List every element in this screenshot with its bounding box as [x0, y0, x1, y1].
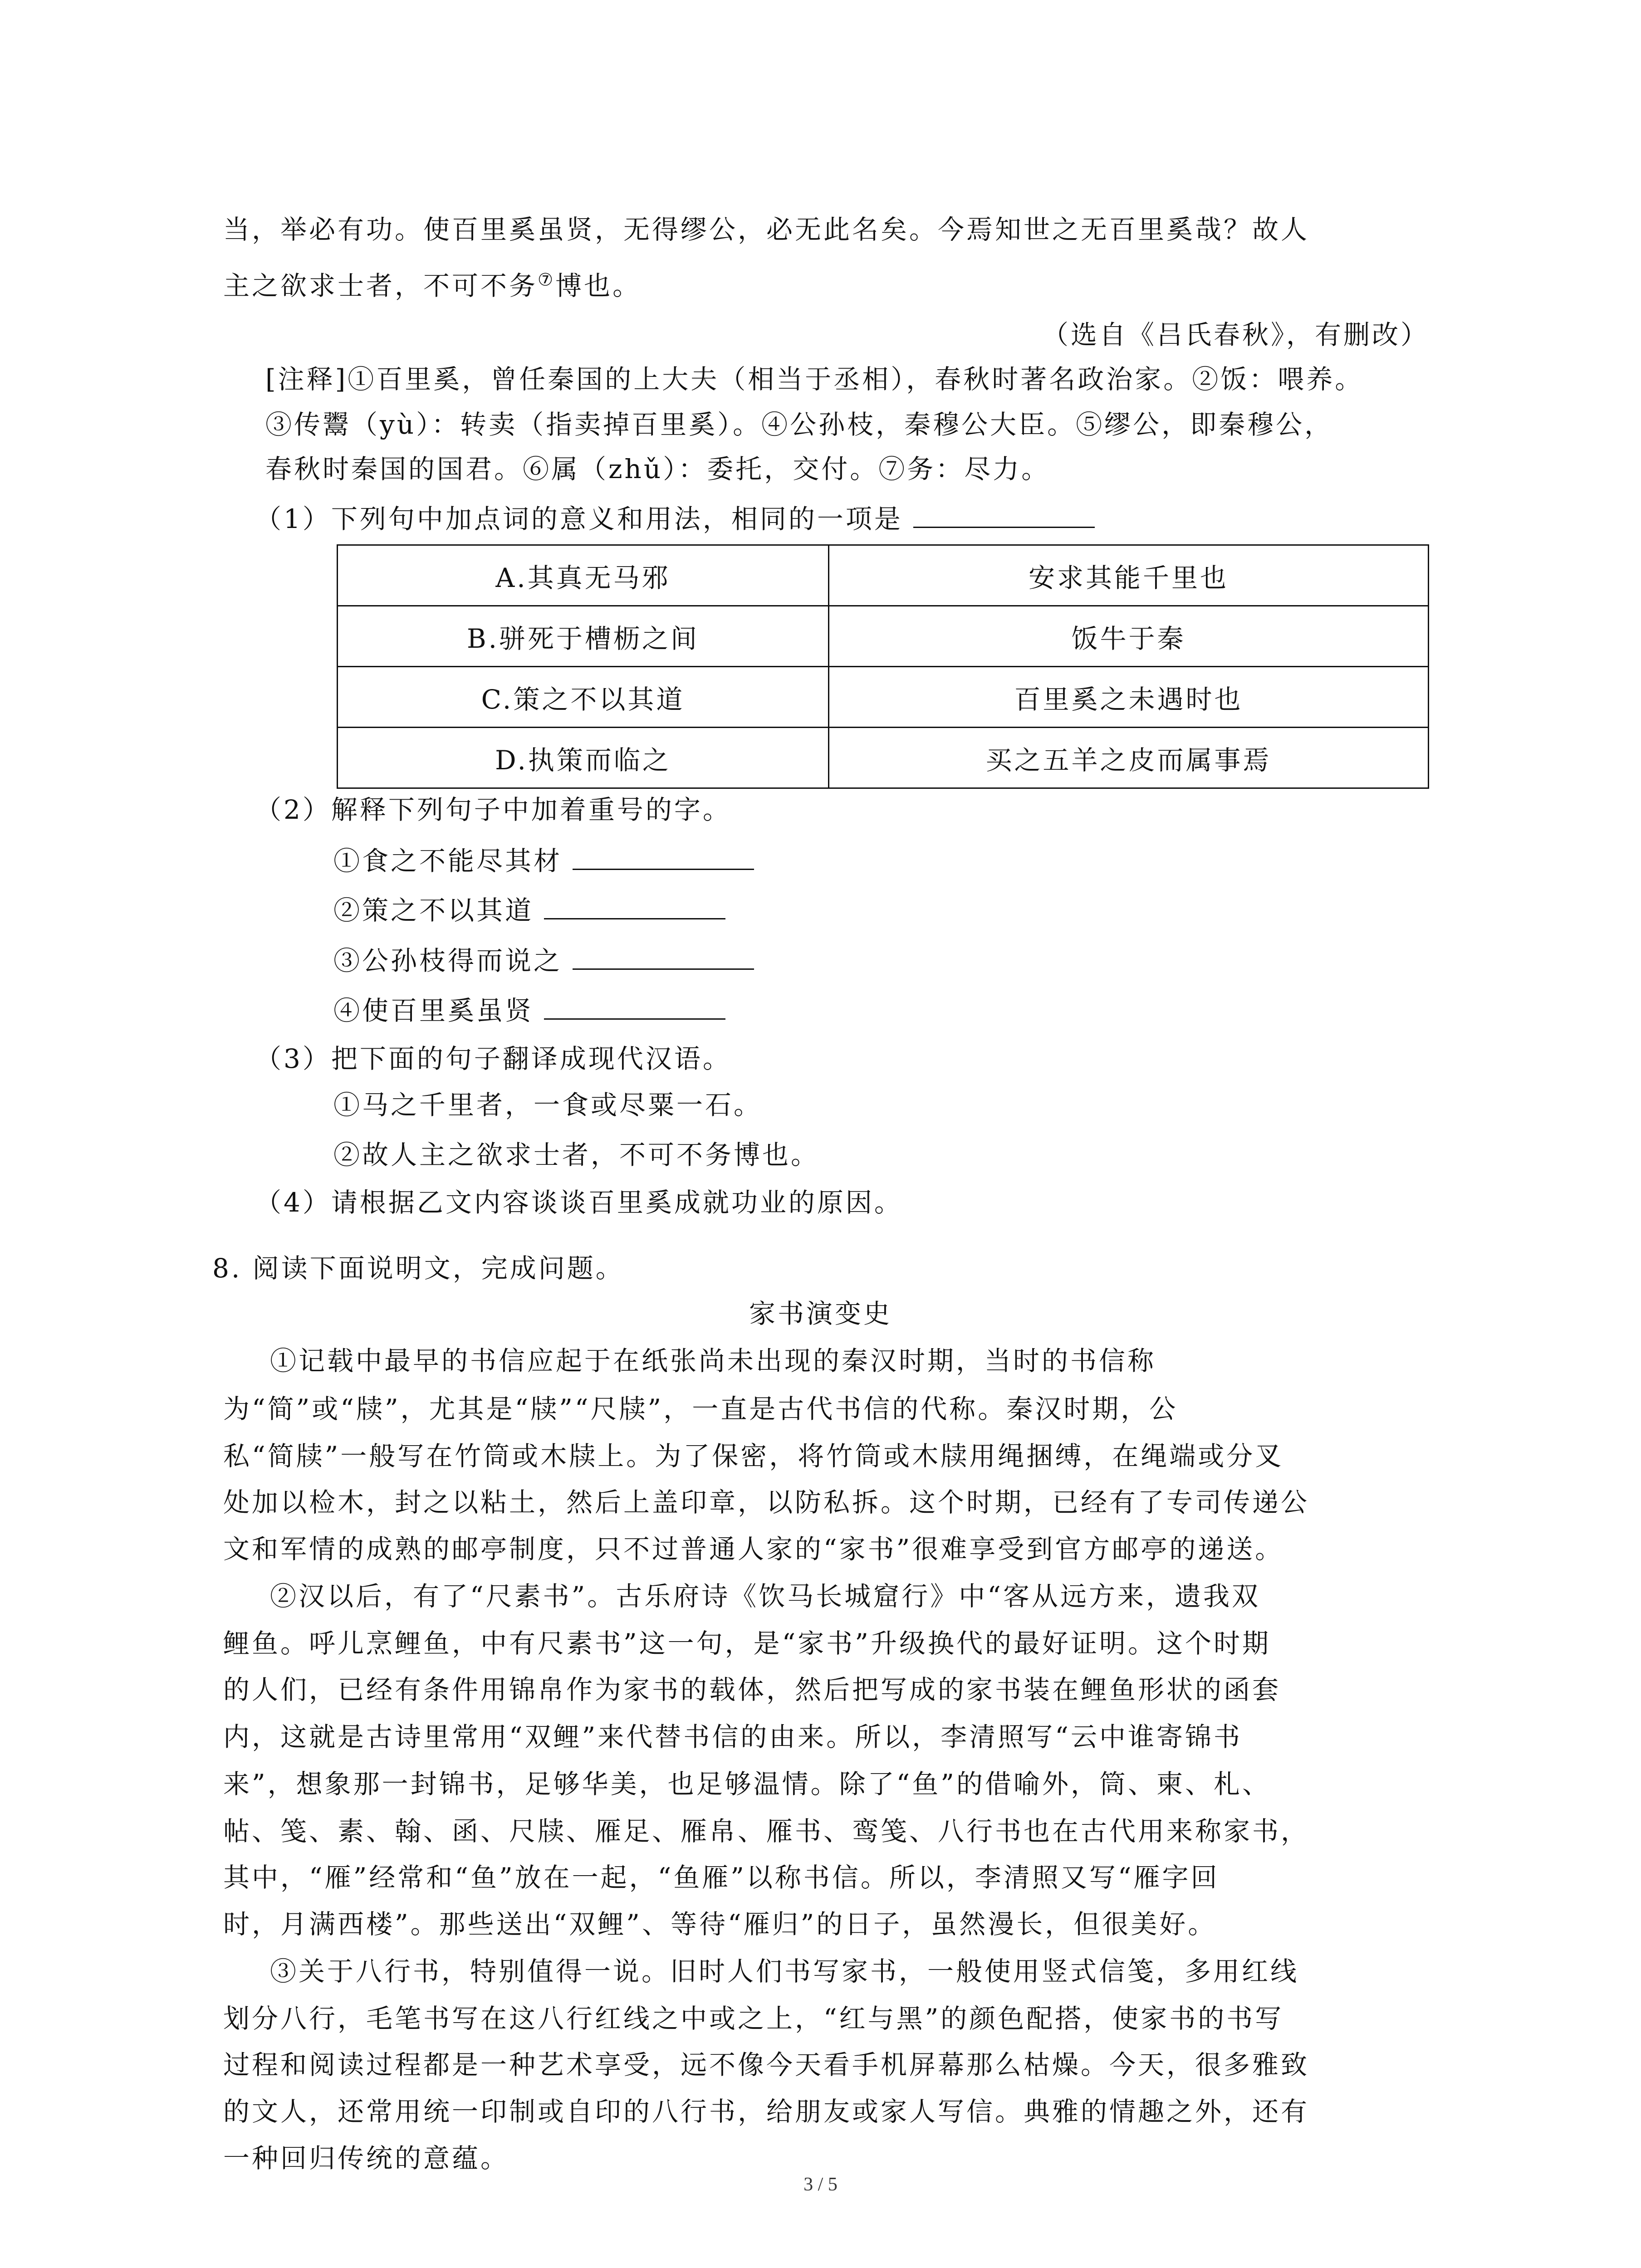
passage-line: 当，举必有功。使百里奚虽贤，无得缪公，必无此名矣。今焉知世之无百里奚哉？故人	[223, 214, 1310, 245]
question-2-item	[333, 992, 725, 1029]
footnote-marker: ⑦	[538, 269, 556, 290]
paragraph-line: ①记载中最早的书信应起于在纸张尚未出现的秦汉时期，当时的书信称	[270, 1345, 1156, 1376]
table-row	[338, 545, 1429, 606]
passage-text: 博也。	[555, 270, 642, 301]
option-cell: D.执策而临之	[338, 728, 829, 788]
paragraph-line: ②汉以后，有了“尺素书”。古乐府诗《饮马长城窟行》中“客从远方来，遗我双	[270, 1581, 1260, 1612]
paragraph-line: 内，这就是古诗里常用“双鲤”来代替书信的由来。所以，李清照写“云中谁寄锦书	[223, 1721, 1242, 1752]
source-citation: （选自《吕氏春秋》，有删改）	[1042, 319, 1429, 350]
paragraph-line: 帖、笺、素、翰、函、尺牍、雁足、雁帛、雁书、鸾笺、八行书也在古代用来称家书，	[223, 1816, 1310, 1847]
options-table	[337, 544, 1429, 789]
option-cell: 百里奚之未遇时也	[829, 667, 1429, 728]
question-2-item	[333, 943, 754, 979]
answer-blank[interactable]	[573, 964, 754, 970]
question-2-stem: （2）解释下列句子中加着重号的字。	[255, 794, 731, 825]
notes-line: ③传鬻（yù）：转卖（指卖掉百里奚）。④公孙枝，秦穆公大臣。⑤缪公，即秦穆公，	[265, 409, 1333, 440]
paragraph-line: 时，月满西楼”。那些送出“双鲤”、等待“雁归”的日子，虽然漫长，但很美好。	[223, 1909, 1217, 1940]
item-text: ④使百里奚虽贤	[333, 995, 534, 1026]
question-2-item	[333, 843, 754, 879]
option-cell: C.策之不以其道	[338, 667, 829, 728]
passage-line	[223, 268, 641, 304]
paragraph-line: 的文人，还常用统一印制或自印的八行书，给朋友或家人写信。典雅的情趣之外，还有	[223, 2096, 1310, 2127]
paragraph-line: 的人们，已经有条件用锦帛作为家书的载体，然后把写成的家书装在鲤鱼形状的函套	[223, 1674, 1281, 1705]
question-1-stem	[255, 501, 1095, 537]
paragraph-line: 来”，想象那一封锦书，足够华美，也足够温情。除了“鱼”的借喻外，筒、柬、札、	[223, 1769, 1271, 1799]
passage-text: 主之欲求士者，不可不务	[223, 270, 538, 301]
paragraph-line: ③关于八行书，特别值得一说。旧时人们书写家书，一般使用竖式信笺，多用红线	[270, 1956, 1299, 1987]
table-row	[338, 667, 1429, 728]
paragraph-line: 过程和阅读过程都是一种艺术享受，远不像今天看手机屏幕那么枯燥。今天，很多雅致	[223, 2049, 1310, 2080]
paragraph-line: 其中，“雁”经常和“鱼”放在一起，“鱼雁”以称书信。所以，李清照又写“雁字回	[223, 1862, 1220, 1893]
paragraph-line: 私“简牍”一般写在竹筒或木牍上。为了保密，将竹筒或木牍用绳捆缚，在绳端或分叉	[223, 1441, 1284, 1471]
question-3-item: ②故人主之欲求士者，不可不务博也。	[333, 1139, 820, 1170]
paragraph-line: 文和军情的成熟的邮亭制度，只不过普通人家的“家书”很难享受到官方邮亭的递送。	[223, 1534, 1284, 1564]
item-text: ③公孙枝得而说之	[333, 945, 563, 976]
answer-blank[interactable]	[913, 522, 1095, 528]
question-3-stem: （3）把下面的句子翻译成现代汉语。	[255, 1043, 731, 1074]
option-cell: 饭牛于秦	[829, 606, 1429, 667]
option-cell: B.骈死于槽枥之间	[338, 606, 829, 667]
question-8-stem: 8. 阅读下面说明文，完成问题。	[212, 1253, 624, 1284]
paragraph-line: 处加以检木，封之以粘土，然后上盖印章，以防私拆。这个时期，已经有了专司传递公	[223, 1487, 1310, 1518]
option-cell: A.其真无马邪	[338, 545, 829, 606]
question-text: （1）下列句中加点词的意义和用法，相同的一项是	[255, 503, 903, 534]
question-2-item	[333, 892, 725, 929]
paragraph-line: 一种回归传统的意蕴。	[223, 2143, 509, 2174]
paragraph-line: 鲤鱼。呼儿烹鲤鱼，中有尺素书”这一句，是“家书”升级换代的最好证明。这个时期	[223, 1628, 1271, 1659]
page-number: 3 / 5	[803, 2174, 838, 2195]
table-row	[338, 606, 1429, 667]
table-row	[338, 728, 1429, 788]
option-cell: 买之五羊之皮而属事焉	[829, 728, 1429, 788]
item-text: ②策之不以其道	[333, 895, 534, 926]
option-cell: 安求其能千里也	[829, 545, 1429, 606]
notes-line: [注释]①百里奚，曾任秦国的上大夫（相当于丞相），春秋时著名政治家。②饭：喂养。	[265, 364, 1364, 395]
item-text: ①食之不能尽其材	[333, 846, 563, 876]
article-title: 家书演变史	[749, 1298, 892, 1329]
question-3-item: ①马之千里者，一食或尽粟一石。	[333, 1090, 763, 1120]
question-4-stem: （4）请根据乙文内容谈谈百里奚成就功业的原因。	[255, 1187, 903, 1218]
notes-line: 春秋时秦国的国君。⑥属（zhǔ）：委托，交付。⑦务：尽力。	[265, 454, 1050, 484]
answer-blank[interactable]	[573, 864, 754, 870]
paragraph-line: 为“简”或“牍”，尤其是“牍”“尺牍”，一直是古代书信的代称。秦汉时期，公	[223, 1393, 1178, 1424]
answer-blank[interactable]	[544, 914, 725, 919]
answer-blank[interactable]	[544, 1014, 725, 1020]
paragraph-line: 划分八行，毛笔书写在这八行红线之中或之上，“红与黑”的颜色配搭，使家书的书写	[223, 2003, 1284, 2034]
